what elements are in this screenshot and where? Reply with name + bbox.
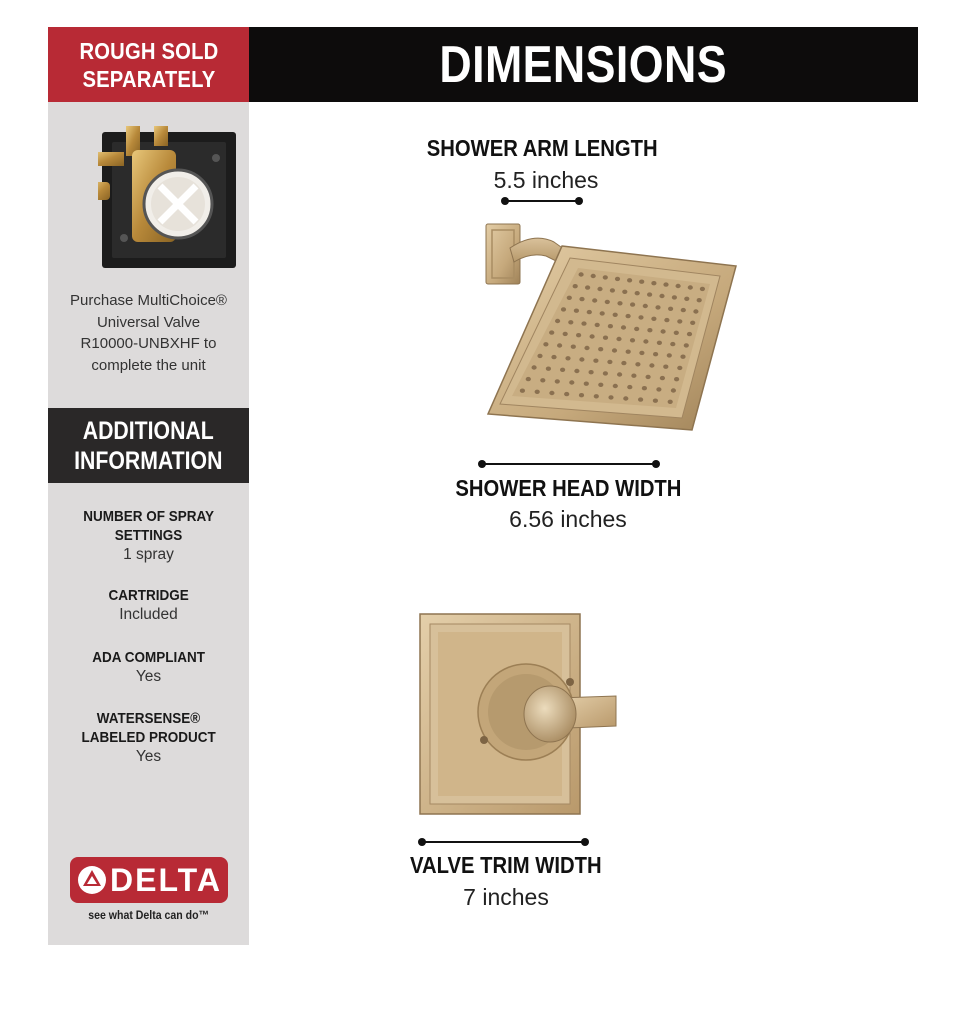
nozzle-dot xyxy=(540,378,545,382)
nozzle-dot xyxy=(603,336,608,340)
additional-banner-line-1: ADDITIONAL xyxy=(82,416,215,445)
nozzle-dot xyxy=(688,285,693,289)
valve-caption xyxy=(48,290,249,376)
shower-arm-label: SHOWER ARM LENGTH xyxy=(427,135,658,161)
shower-head-image xyxy=(484,218,740,436)
nozzle-dot xyxy=(537,354,542,358)
valve-caption-line: Universal Valve xyxy=(96,313,201,331)
nozzle-dot xyxy=(592,298,597,302)
nozzle-dot xyxy=(555,379,560,383)
nozzle-dot xyxy=(546,367,551,371)
tagline: see what Delta can do™ xyxy=(88,908,209,922)
nozzle-dot xyxy=(687,332,692,336)
nozzle-dot xyxy=(579,272,584,276)
nozzle-dot xyxy=(613,384,618,388)
nozzle-dot xyxy=(668,400,673,404)
nozzle-dot xyxy=(653,352,658,356)
nozzle-dot xyxy=(585,285,590,289)
nozzle-dot xyxy=(591,274,596,278)
nozzle-dot xyxy=(564,392,569,396)
nozzle-dot xyxy=(571,345,576,349)
nozzle-dot xyxy=(600,311,605,315)
spec-label: ADA COMPLIANT xyxy=(92,649,205,666)
valve-trim-image xyxy=(418,612,624,816)
spec-value: Yes xyxy=(135,748,162,765)
logo-text: DELTA xyxy=(110,862,222,898)
nozzle-dot xyxy=(622,290,627,294)
nozzle-dot xyxy=(597,287,602,291)
rough-banner-line-1: ROUGH SOLD xyxy=(79,37,218,64)
nozzle-dot xyxy=(603,371,608,375)
nozzle-dot xyxy=(573,284,578,288)
nozzle-dot xyxy=(621,361,626,365)
nozzle-dot xyxy=(594,394,599,398)
nozzle-dot xyxy=(651,317,656,321)
nozzle-dot xyxy=(655,305,660,309)
nozzle-dot xyxy=(549,330,554,334)
nozzle-dot xyxy=(631,374,636,378)
nozzle-dot xyxy=(693,309,698,313)
nozzle-dot xyxy=(676,284,681,288)
nozzle-dot xyxy=(532,365,537,369)
nozzle-dot xyxy=(598,383,603,387)
nozzle-dot xyxy=(638,315,643,319)
shower-head-value: 6.56 inches xyxy=(509,506,627,532)
nozzle-dot xyxy=(612,348,617,352)
nozzle-dot xyxy=(557,343,562,347)
valve-trim-value: 7 inches xyxy=(463,884,549,910)
nozzle-dot xyxy=(549,391,554,395)
nozzle-dot xyxy=(623,396,628,400)
nozzle-dot xyxy=(526,377,531,381)
nozzle-dot xyxy=(697,298,702,302)
shower-arm-value: 5.5 inches xyxy=(493,167,599,193)
nozzle-dot xyxy=(574,309,579,313)
nozzle-dot xyxy=(684,297,689,301)
nozzle-dot xyxy=(681,308,686,312)
nozzle-dot xyxy=(639,280,644,284)
nozzle-dot xyxy=(610,288,615,292)
nozzle-dot xyxy=(680,355,685,359)
nozzle-dot xyxy=(563,332,568,336)
nozzle-dot xyxy=(616,337,621,341)
spec-label: LABELED PRODUCT xyxy=(81,729,216,746)
nozzle-dot xyxy=(661,329,666,333)
nozzle-dot xyxy=(664,318,669,322)
page-title: DIMENSIONS xyxy=(439,35,728,94)
nozzle-dot xyxy=(643,304,648,308)
nozzle-dot xyxy=(621,325,626,329)
nozzle-dot xyxy=(520,389,525,393)
nozzle-dot xyxy=(647,292,652,296)
nozzle-dot xyxy=(608,324,613,328)
nozzle-dot xyxy=(630,302,635,306)
spec-spray-settings xyxy=(48,507,249,565)
nozzle-dot xyxy=(663,282,668,286)
nozzle-dot xyxy=(581,321,586,325)
spec-label: SETTINGS xyxy=(114,527,183,544)
nozzle-dot xyxy=(617,301,622,305)
nozzle-dot xyxy=(561,307,566,311)
shower-arm-measure-line xyxy=(505,200,579,202)
nozzle-dot xyxy=(670,342,675,346)
nozzle-dot xyxy=(635,291,640,295)
nozzle-dot xyxy=(589,370,594,374)
shower-head-label: SHOWER HEAD WIDTH xyxy=(454,475,681,501)
shower-head-measure-line xyxy=(482,463,656,465)
nozzle-dot xyxy=(646,375,651,379)
nozzle-dot xyxy=(565,356,570,360)
nozzle-dot xyxy=(663,365,668,369)
nozzle-dot xyxy=(667,353,672,357)
nozzle-dot xyxy=(635,362,640,366)
nozzle-dot xyxy=(677,366,682,370)
nozzle-dot xyxy=(634,327,639,331)
nozzle-dot xyxy=(649,363,654,367)
nozzle-dot xyxy=(656,387,661,391)
nozzle-dot xyxy=(587,310,592,314)
nozzle-dot xyxy=(639,351,644,355)
additional-banner-line-2: INFORMATION xyxy=(74,446,223,475)
nozzle-dot xyxy=(626,350,631,354)
nozzle-dot xyxy=(607,360,612,364)
nozzle-dot xyxy=(576,333,581,337)
nozzle-dot xyxy=(690,321,695,325)
valve-caption-line: R10000-UNBXHF to xyxy=(80,335,217,352)
nozzle-dot xyxy=(584,382,589,386)
nozzle-dot xyxy=(613,313,618,317)
nozzle-dot xyxy=(674,331,679,335)
nozzle-dot xyxy=(598,347,603,351)
nozzle-dot xyxy=(659,294,664,298)
nozzle-dot xyxy=(567,296,572,300)
nozzle-dot xyxy=(595,323,600,327)
nozzle-dot xyxy=(615,277,620,281)
nozzle-dot xyxy=(671,388,676,392)
rough-banner-line-2: SEPARATELY xyxy=(82,65,215,92)
nozzle-dot xyxy=(627,278,632,282)
nozzle-dot xyxy=(579,393,584,397)
spec-label: CARTRIDGE xyxy=(108,587,189,604)
nozzle-dot xyxy=(590,334,595,338)
valve-caption-line: Purchase MultiChoice® xyxy=(70,292,227,309)
nozzle-dot xyxy=(626,314,631,318)
nozzle-dot xyxy=(574,369,579,373)
nozzle-dot xyxy=(653,399,658,403)
spec-label: WATERSENSE® xyxy=(96,710,201,727)
nozzle-dot xyxy=(668,307,673,311)
nozzle-dot xyxy=(674,377,679,381)
nozzle-dot xyxy=(608,395,613,399)
rough-sold-separately-banner xyxy=(48,27,249,102)
spec-ada-compliant xyxy=(48,648,249,687)
nozzle-dot xyxy=(593,359,598,363)
additional-information-banner xyxy=(48,408,249,483)
spec-value: 1 spray xyxy=(123,546,174,563)
delta-logo xyxy=(70,857,228,903)
valve-trim-measure-line xyxy=(422,841,585,843)
nozzle-dot xyxy=(647,328,652,332)
nozzle-dot xyxy=(535,390,540,394)
nozzle-dot xyxy=(605,300,610,304)
nozzle-dot xyxy=(579,297,584,301)
rough-valve-image xyxy=(98,122,240,272)
nozzle-dot xyxy=(568,320,573,324)
nozzle-dot xyxy=(672,295,677,299)
spec-value: Included xyxy=(119,606,178,623)
nozzle-dot xyxy=(584,346,589,350)
spec-value: Yes xyxy=(135,668,162,685)
nozzle-dot xyxy=(603,275,608,279)
nozzle-dot xyxy=(543,342,548,346)
nozzle-dot xyxy=(643,339,648,343)
spec-label: NUMBER OF SPRAY xyxy=(83,508,214,525)
nozzle-dot xyxy=(657,341,662,345)
nozzle-dot xyxy=(642,386,647,390)
nozzle-dot xyxy=(627,385,632,389)
spec-cartridge xyxy=(48,586,249,625)
nozzle-dot xyxy=(560,368,565,372)
nozzle-dot xyxy=(651,281,656,285)
valve-caption-line: complete the unit xyxy=(91,356,206,374)
dimensions-header xyxy=(249,27,918,102)
nozzle-dot xyxy=(677,319,682,323)
nozzle-dot xyxy=(617,372,622,376)
nozzle-dot xyxy=(684,343,689,347)
nozzle-dot xyxy=(630,338,635,342)
nozzle-dot xyxy=(660,376,665,380)
nozzle-dot xyxy=(700,287,705,291)
valve-trim-label: VALVE TRIM WIDTH xyxy=(410,852,602,878)
spec-watersense xyxy=(48,709,249,767)
nozzle-dot xyxy=(555,319,560,323)
nozzle-dot xyxy=(551,355,556,359)
nozzle-dot xyxy=(638,397,643,401)
nozzle-dot xyxy=(579,357,584,361)
nozzle-dot xyxy=(569,380,574,384)
